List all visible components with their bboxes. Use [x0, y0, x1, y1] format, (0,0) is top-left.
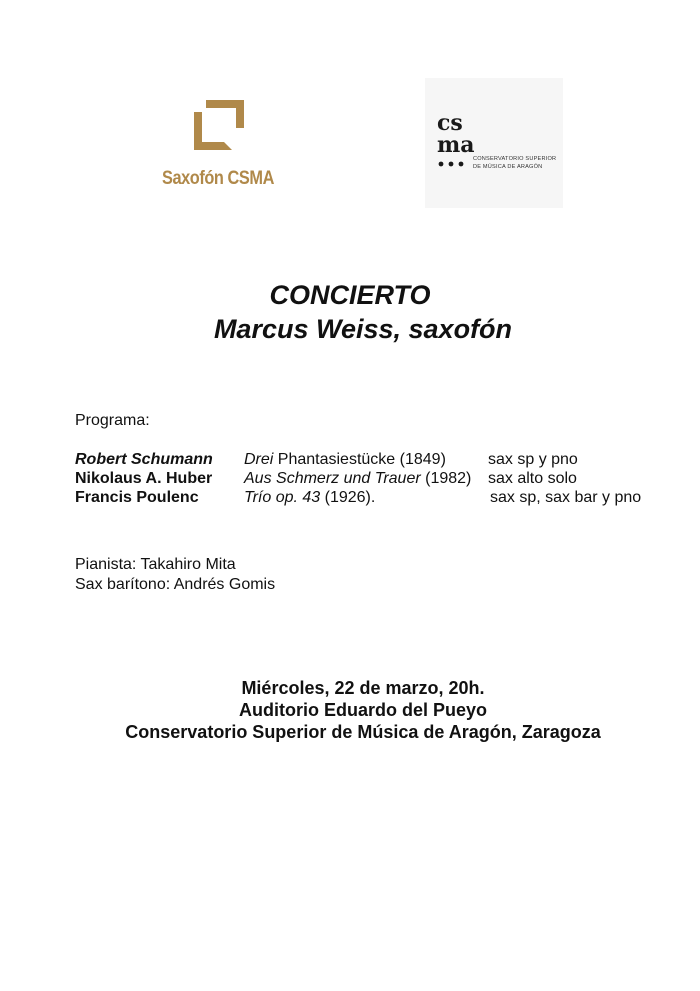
csma-dots-icon	[437, 160, 469, 168]
csma-conservatorio-logo	[425, 78, 563, 208]
program-composer: Robert Schumann	[75, 451, 213, 468]
programa-label: Programa:	[75, 412, 150, 429]
event-date: Miércoles, 22 de marzo, 20h.	[241, 678, 485, 698]
event-hall: Auditorio Eduardo del Pueyo	[238, 700, 487, 720]
program-work: Trío op. 43 (1926).	[244, 489, 376, 506]
program-instrumentation: sax sp, sax bar y pno	[490, 489, 642, 506]
program-composer: Francis Poulenc	[75, 489, 199, 506]
pianista-line: Pianista: Takahiro Mita	[75, 556, 236, 573]
program-instrumentation: sax sp y pno	[488, 451, 578, 468]
sax-baritono-line: Sax barítono: Andrés Gomis	[75, 576, 276, 593]
program-instrumentation: sax alto solo	[488, 470, 577, 487]
saxofon-csma-logo	[162, 100, 282, 200]
saxofon-csma-logo-text: Saxofón CSMA	[162, 168, 274, 189]
concert-title: CONCIERTO	[269, 280, 431, 310]
program-work: Drei Phantasiestücke (1849)	[244, 451, 446, 468]
event-place: Conservatorio Superior de Música de Aragón, Zaragoza	[125, 722, 601, 742]
csma-logo-subtitle-2: DE MÚSICA DE ARAGÓN	[473, 164, 543, 170]
concert-performer-title: Marcus Weiss, saxofón	[213, 314, 513, 344]
program-work: Aus Schmerz und Trauer (1982)	[244, 470, 472, 487]
program-composer: Nikolaus A. Huber	[75, 470, 213, 487]
saxofon-csma-mark-icon	[194, 100, 244, 150]
csma-logo-subtitle-1: CONSERVATORIO SUPERIOR	[473, 156, 557, 162]
csma-logo-ma: ma	[437, 132, 475, 158]
csma-logo-cs: cs	[437, 110, 463, 136]
